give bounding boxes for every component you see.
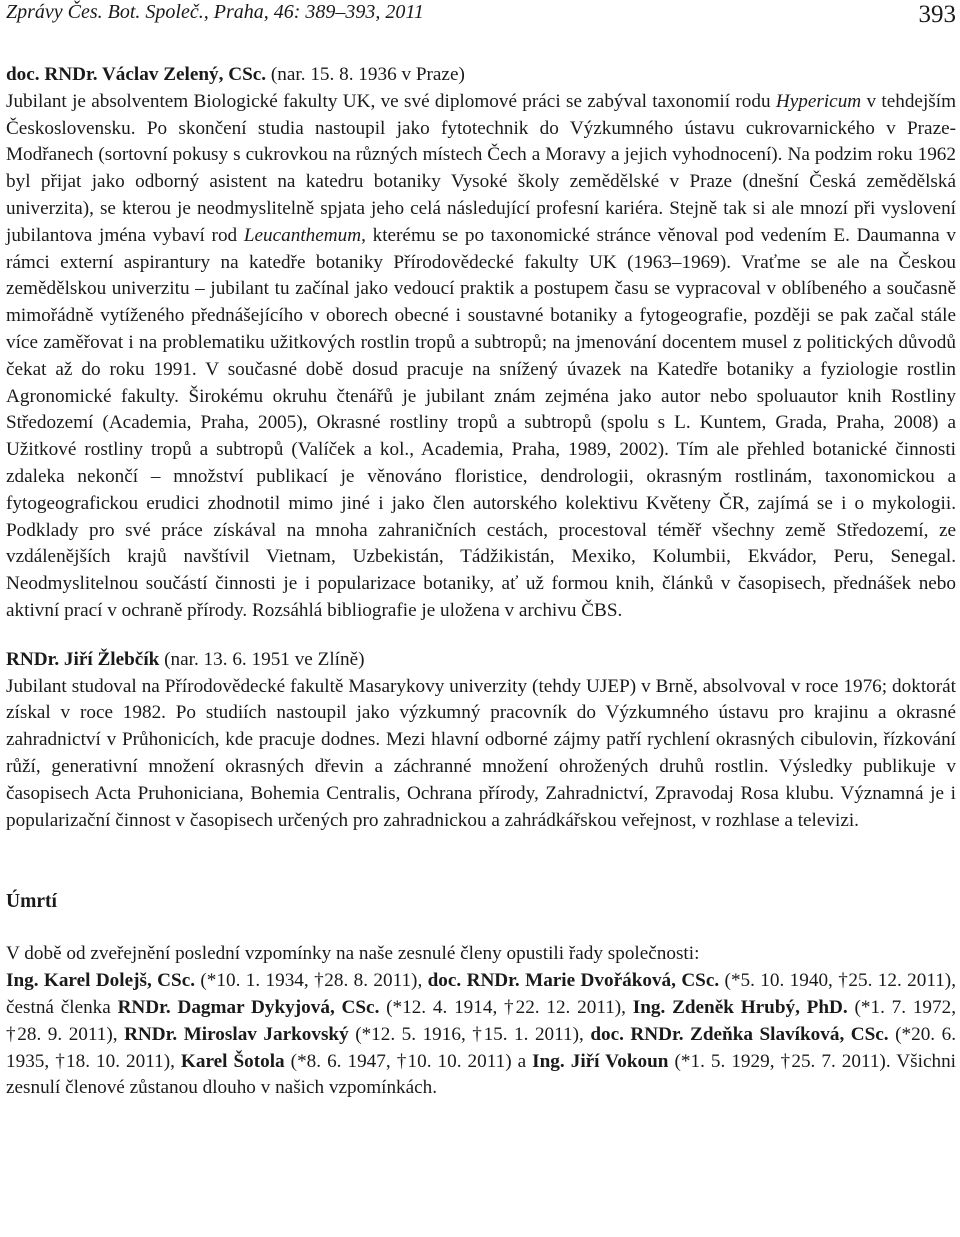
deceased-name: Karel Šotola [180,1050,285,1072]
journal-citation: Zprávy Čes. Bot. Společ., Praha, 46: 389–393, 2011 [6,1,424,23]
taxon-name: Leucanthemum [243,224,362,246]
jubilee-entry-zlebcik [6,647,956,835]
deceased-name: doc. RNDr. Zdeňka Slavíková, CSc. [590,1023,889,1045]
deceased-name: RNDr. Dagmar Dykyjová, CSc. [117,996,380,1018]
deceased-name: Ing. Karel Dolejš, CSc. [6,970,196,992]
deceased-name: Ing. Jiří Vokoun [532,1050,669,1072]
deceased-name: Ing. Zdeněk Hrubý, PhD. [632,996,848,1018]
jubilant-dates: (nar. 15. 8. 1936 v Praze) [266,64,465,85]
deceased-name: doc. RNDr. Marie Dvořáková, CSc. [427,970,720,992]
entry-text: Jubilant je absolventem Biologické fakulty UK, ve své diplomové práci se zabýval taxonomií rodu [6,90,776,112]
section-heading-umrti: Úmrtí [6,891,57,913]
deceased-dates: (*1. 7. 1972, †28. 9. 2011), [6,996,957,1045]
deceased-dates: (*10. 1. 1934, †28. 8. 2011), [195,970,428,992]
jubilee-entry-zeleny [6,62,956,625]
deceased-name: RNDr. Miroslav Jarkovský [124,1023,349,1045]
taxon-name: Hypericum [775,90,862,112]
deceased-dates: (*12. 4. 1914, †22. 12. 2011), [379,996,633,1018]
entry-text: Jubilant studoval na Přírodovědecké fakultě Masarykovy univerzity (tehdy UJEP) v Brně, absolvoval v roce 1976; doktorát získal v roce 1982. Po studiích nastoupil jako výzkumný pracovník do Výzkumného ústavu pro krajinu a okrasné zahradnictví v Průhonicích, kde pracuje dodnes. Mezi hlavní odborné zájmy patří rychlení okrasných cibulovin, řízkování růží, generativní množení okrasných dřevin a záchranné množení ohrožených druhů rostlin. Výsledky publikuje v časopisech Acta Pruhoniciana, Bohemia Centralis, Ochrana přírody, Zahradnictví, Zpravodaj Rosa klubu. Významná je i popularizační činnost v časopisech určených pro zahradnickou a zahrádkářskou veřejnost, v rozhlase a televizi. [6,675,956,831]
deceased-dates: (*1. 5. 1929, †25. 7. 2011). Všichni zesnulí členové zůstanou dlouho v našich vzpomínkách. [6,1050,956,1099]
journal-page [6,0,956,1102]
deceased-dates: (*12. 5. 1916, †15. 1. 2011), [348,1023,591,1045]
page-number: 393 [918,1,956,28]
deceased-dates: (*20. 6. 1935, †18. 10. 2011), [6,1023,956,1072]
obituary-intro: V době od zveřejnění poslední vzpomínky na naše zesnulé členy opustili řady společnosti: [6,943,700,965]
page-header [6,0,956,40]
deceased-dates: (*8. 6. 1947, †10. 10. 2011) a [284,1050,533,1072]
entry-text: v tehdejším Československu. Po skončení studia nastoupil jako fytotechnik do Výzkumného ústavu cukrovarnického v Praze-Modřanech (sortovní pokusy s cukrovkou na různých místech Čech a Moravy a jejich vyhodnocení). Na podzim roku 1962 byl přijat jako odborný asistent na katedru botaniky Vysoké školy zemědělské v Praze (dnešní Česká zemědělská univerzita), se kterou je neodmyslitelně spjata jeho celá následující profesní kariéra. Stejně tak si ale mnozí při vyslovení jubilantova jména vybaví rod [6,90,957,246]
jubilant-dates: (nar. 13. 6. 1951 ve Zlíně) [159,648,365,670]
jubilant-name: doc. RNDr. Václav Zelený, CSc. [6,64,267,85]
deceased-dates: (*5. 10. 1940, †25. 12. 2011), čestná členka [6,970,956,1018]
jubilant-name: RNDr. Jiří Žlebčík [6,648,160,670]
entry-text: , kterému se po taxonomické stránce věnoval pod vedením E. Daumanna v rámci externí aspirantury na katedře botaniky Přírodovědecké fakulty UK (1963–1969). Vraťme se ale na Českou zemědělskou univerzitu – jubilant tu začínal jako vedoucí praktik a postupem času se vypracoval v oblíbeného a současně mimořádně vytíženého přednášejícího v oborech obecné i soustavné botaniky a fytogeografie, později se pak začal stále více zaměřovat i na problematiku užitkových rostlin tropů a subtropů; na jmenování docentem musel z politických důvodů čekat až do roku 1991. V současné době dosud pracuje na snížený úvazek na Katedře botaniky a fyziologie rostlin Agronomické fakulty. Širokému okruhu čtenářů je jubilant znám zejména jako autor nebo spoluautor knih Rostliny Středozemí (Academia, Praha, 2005), Okrasné rostliny tropů a subtropů (spolu s L. Kuntem, Grada, Praha, 2008) a Užitkové rostliny tropů a subtropů (Valíček a kol., Academia, Praha, 1989, 2002). Tím ale přehled botanické činnosti zdaleka nekončí – množství publikací je věnováno floristice, dendrologii, okrasným rostlinám, taxonomickou a fytogeografickou erudici zhodnotil mimo jiné i jako člen autorského kolektivu Květeny ČR, zajímá se i o mykologii. Podklady pro své práce získával na mnoha zahraničních cestách, procestoval téměř všechny země Středozemí, ze vzdálenějších krajů navštívil Vietnam, Uzbekistán, Tádžikistán, Mexiko, Kolumbii, Ekvádor, Peru, Senegal. Neodmyslitelnou součástí činnosti je i popularizace botaniky, ať už formou knih, článků v časopisech, přednášek nebo aktivní prací v ochraně přírody. Rozsáhlá bibliografie je uložena v archivu ČBS. [6,224,956,621]
obituary-paragraph [6,941,956,1102]
